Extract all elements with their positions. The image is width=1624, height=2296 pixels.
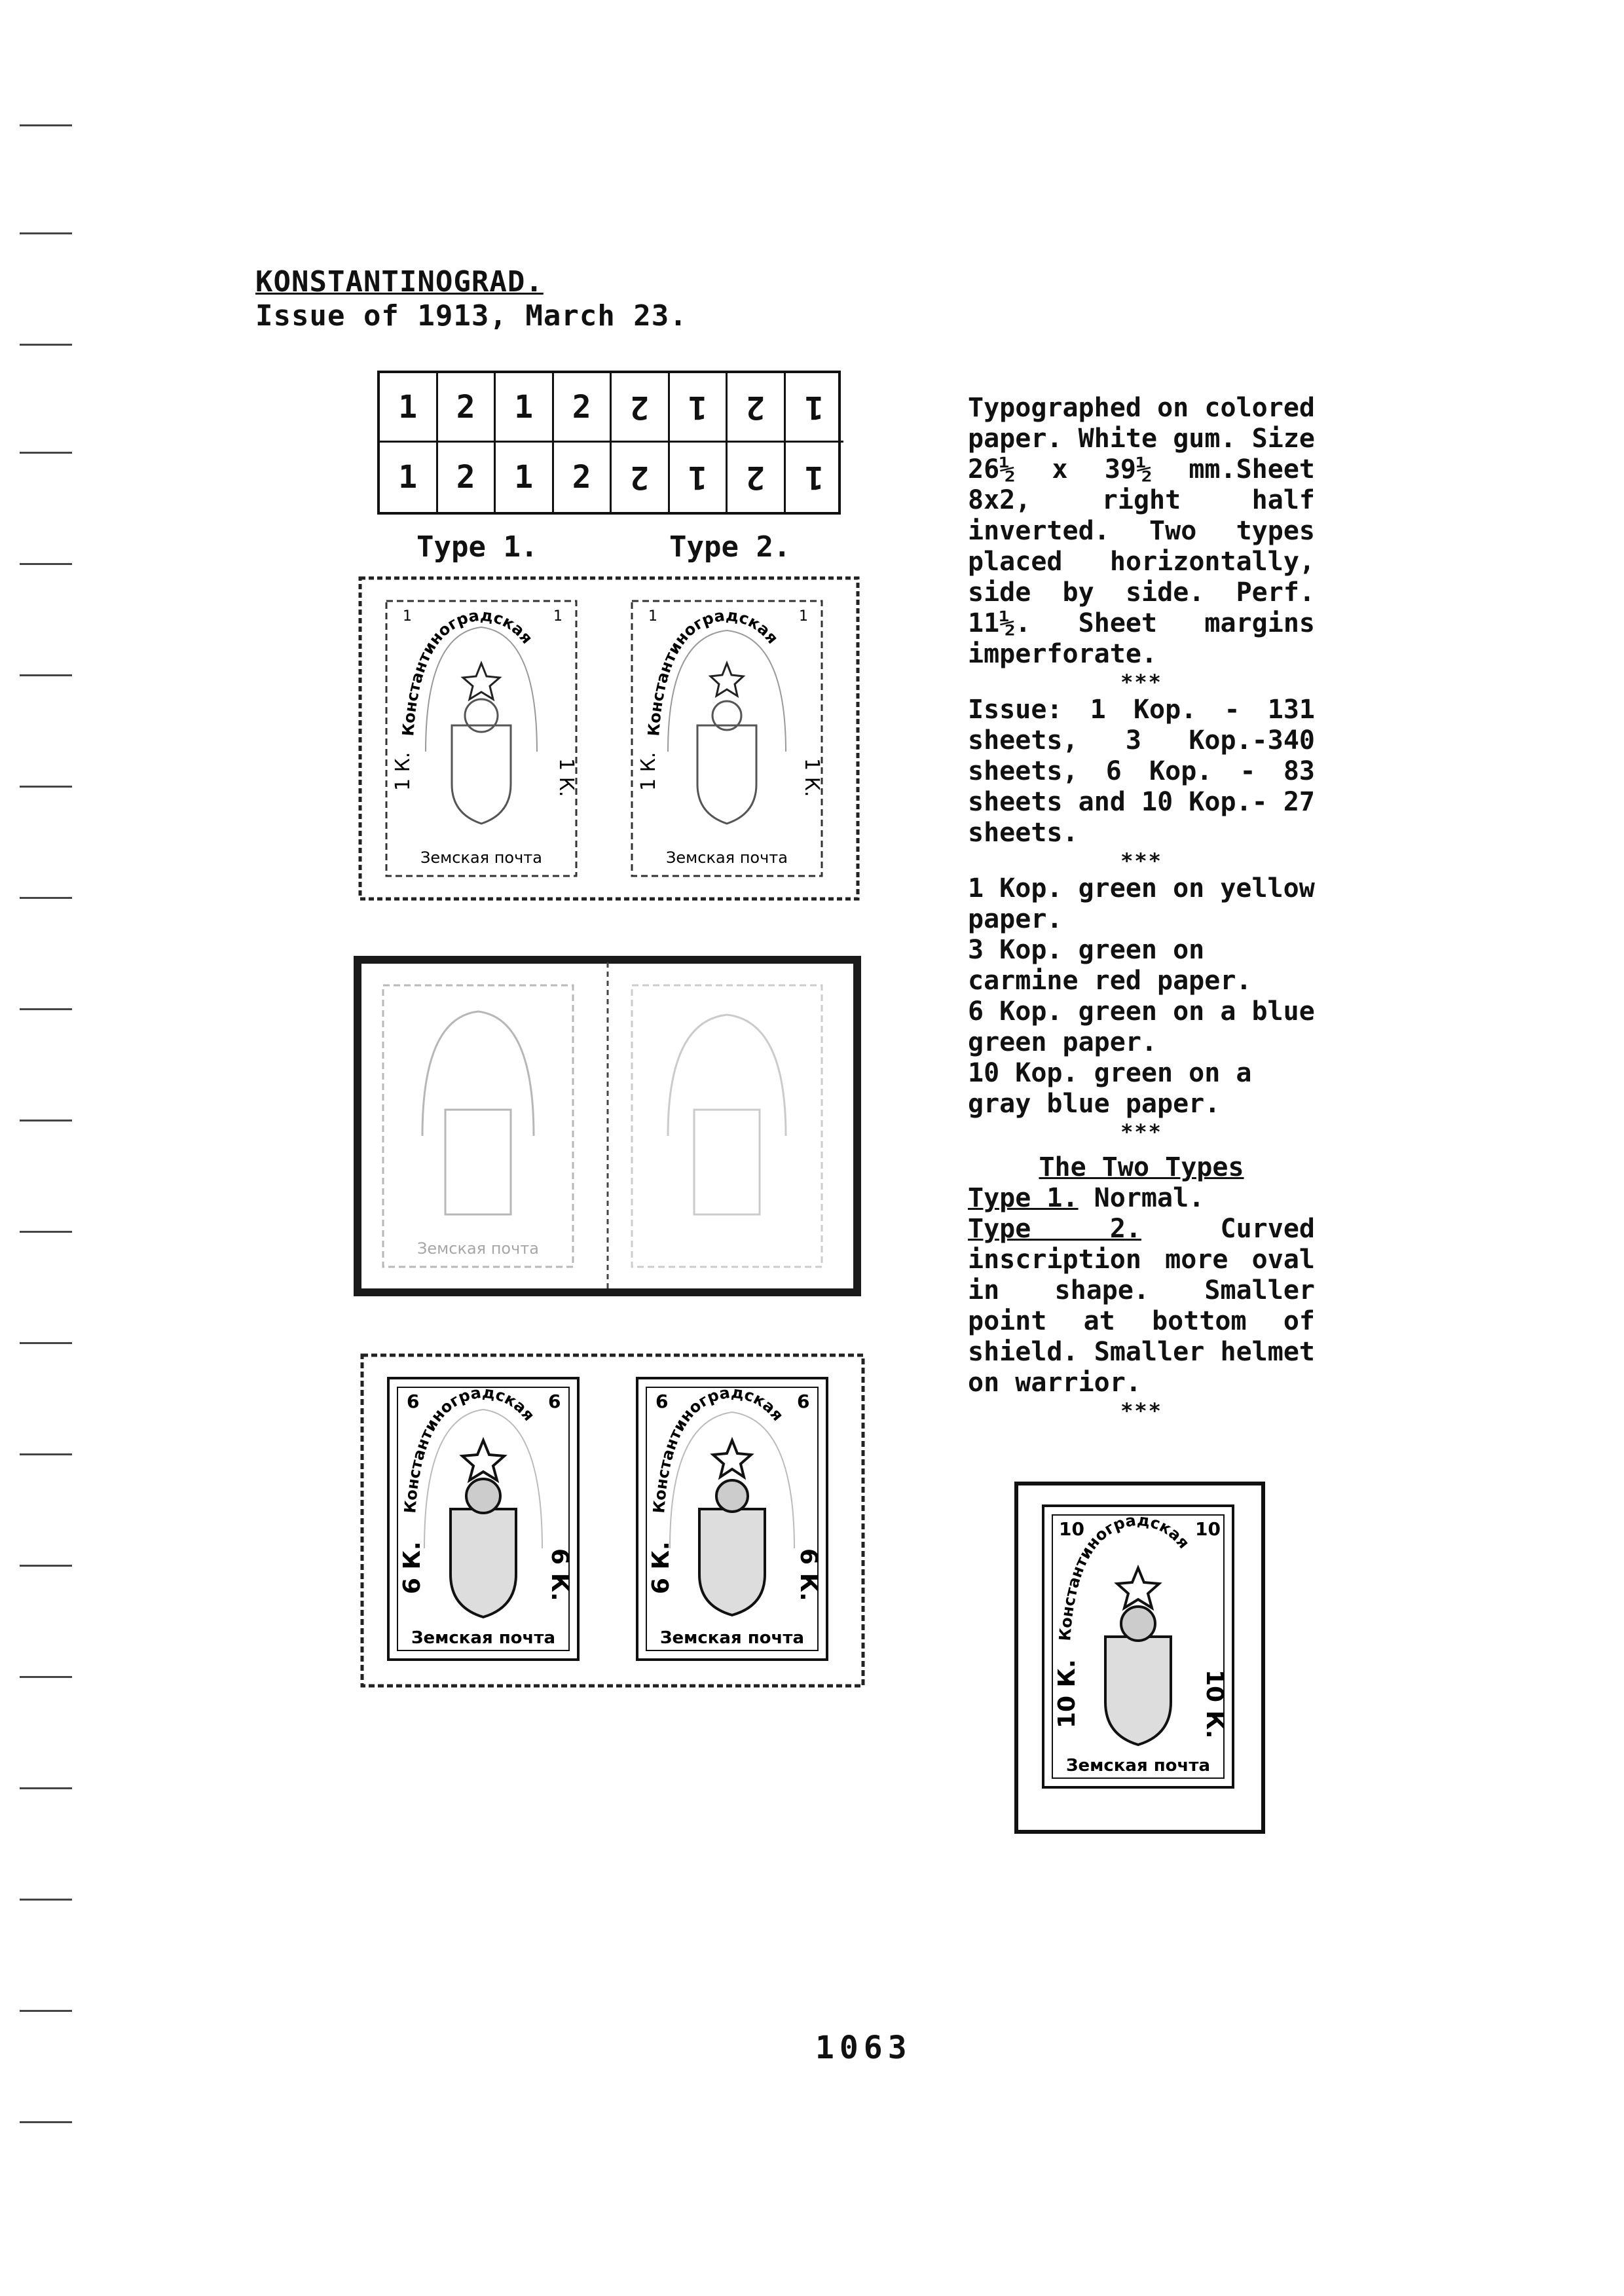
grid-cell-inverted: 2: [612, 373, 670, 443]
crown-icon: [716, 1480, 748, 1512]
type2-desc-label: Type 2.: [968, 1214, 1141, 1244]
stamp-corner-num: 6: [797, 1391, 810, 1412]
page-heading: [255, 265, 688, 333]
stamp-value-left: 1 К.: [637, 752, 660, 791]
issue-date: Issue of 1913, March 23.: [255, 299, 688, 333]
description-para-2: Issue: 1 Kop. - 131 sheets, 3 Kop.-340 sheets, 6 Kop. - 83 sheets and 10 Kop.- 27 sheets.: [968, 695, 1315, 848]
stamp-bottom-text: Земская почта: [660, 1628, 804, 1648]
stamp-corner-num: 6: [655, 1391, 669, 1412]
stamp-arc-inscription: Константиноградская: [650, 1383, 787, 1514]
stamp-bottom-text: Земская почта: [411, 1628, 555, 1648]
color-line: 1 Kop. green on yellow paper.: [968, 873, 1315, 934]
stamp-corner-num: 10: [1059, 1518, 1084, 1540]
type2-label: Type 2.: [669, 530, 791, 564]
stamp-corner-num: 1: [648, 608, 657, 625]
page-title: KONSTANTINOGRAD.: [255, 265, 544, 299]
stamp-pair-3-kop-faded: [354, 956, 861, 1296]
separator-stars: ***: [1120, 1398, 1162, 1423]
stamp-value-right: 1 К.: [800, 758, 823, 797]
type2-desc-text: Curved inscription more oval in shape. Smaller point at bottom of shield. Smaller helmet on warrior.: [968, 1214, 1315, 1398]
stamp-corner-num: 1: [403, 608, 412, 625]
stamp-value-right: 6 К.: [546, 1548, 573, 1601]
grid-cell: 1: [496, 443, 554, 512]
color-line: 3 Kop. green on carmine red paper.: [968, 935, 1252, 996]
stamp-corner-num: 10: [1195, 1518, 1221, 1540]
shield-crest-icon: [1105, 1637, 1171, 1745]
stamp-corner-num: 6: [548, 1391, 561, 1412]
grid-cell-inverted: 2: [728, 373, 786, 443]
sheet-layout-grid: [377, 371, 841, 515]
stamp-bottom-text-faded: Земская почта: [417, 1239, 539, 1258]
shield-crest-icon: [451, 1509, 516, 1617]
grid-cell-inverted: 2: [728, 443, 786, 512]
color-line: 6 Kop. green on a blue green paper.: [968, 996, 1315, 1057]
grid-cell-inverted: 1: [786, 373, 844, 443]
grid-cell: 1: [380, 443, 438, 512]
stamp-corner-num: 6: [407, 1391, 420, 1412]
stamp-value-left: 6 К.: [399, 1541, 426, 1594]
grid-cell: 2: [438, 443, 496, 512]
grid-cell: 1: [380, 373, 438, 443]
description-column: [968, 393, 1315, 1423]
shield-crest-icon: [699, 1509, 765, 1615]
stamp-value-left: 1 К.: [392, 752, 415, 791]
stamp-value-right: 1 К.: [555, 758, 578, 797]
grid-cell: 2: [554, 373, 612, 443]
stamp-arc-inscription: Константиноградская: [399, 606, 536, 737]
crown-icon: [466, 1479, 500, 1513]
separator-stars: ***: [1120, 1120, 1162, 1144]
separator-stars: ***: [1120, 670, 1162, 695]
stamp-value-left: 6 К.: [648, 1541, 674, 1594]
type1-label: Type 1.: [416, 530, 538, 564]
stamp-arc-inscription: Константиноградская: [401, 1383, 538, 1514]
separator-stars: ***: [1120, 848, 1162, 873]
stamp-bottom-text: Земская почта: [1066, 1756, 1210, 1776]
stamp-corner-num: 1: [799, 608, 808, 625]
type1-desc-text: Normal.: [1078, 1183, 1205, 1213]
stamp-corner-num: 1: [553, 608, 563, 625]
grid-cell-inverted: 1: [670, 443, 728, 512]
stamp-pair-1-kop: [357, 575, 861, 902]
stamp-arc-inscription: Константиноградская: [644, 606, 782, 737]
stamp-bottom-text: Земская почта: [420, 848, 542, 867]
type1-description: [968, 1183, 1315, 1214]
types-title: The Two Types: [1039, 1152, 1244, 1182]
grid-cell: 2: [438, 373, 496, 443]
stamp-10-kop: [1014, 1481, 1266, 1834]
grid-cell-inverted: 2: [612, 443, 670, 512]
stamp-value-right: 6 К.: [795, 1548, 822, 1601]
stamp-value-right: 10 К.: [1201, 1669, 1228, 1739]
grid-cell-inverted: 1: [670, 373, 728, 443]
description-para-1: Typographed on colored paper. White gum. Size 26½ x 39½ mm.Sheet 8x2, right half inverted. Two types placed horizontally, side by side. Perf. 11½. Sheet margins imperforate.: [968, 393, 1315, 669]
type2-description: [968, 1214, 1315, 1398]
grid-cell: 1: [496, 373, 554, 443]
stamp-pair-6-kop: [359, 1352, 866, 1692]
type1-desc-label: Type 1.: [968, 1183, 1079, 1213]
page-number: 1063: [815, 2030, 912, 2066]
stamp-bottom-text: Земская почта: [666, 848, 788, 867]
color-line: 10 Kop. green on a gray blue paper.: [968, 1058, 1252, 1119]
grid-cell: 2: [554, 443, 612, 512]
stamp-arc-inscription: Константиноградская: [1056, 1510, 1193, 1642]
stamp-value-left: 10 К.: [1054, 1659, 1080, 1728]
crown-icon: [1121, 1607, 1155, 1641]
grid-cell-inverted: 1: [805, 459, 824, 496]
